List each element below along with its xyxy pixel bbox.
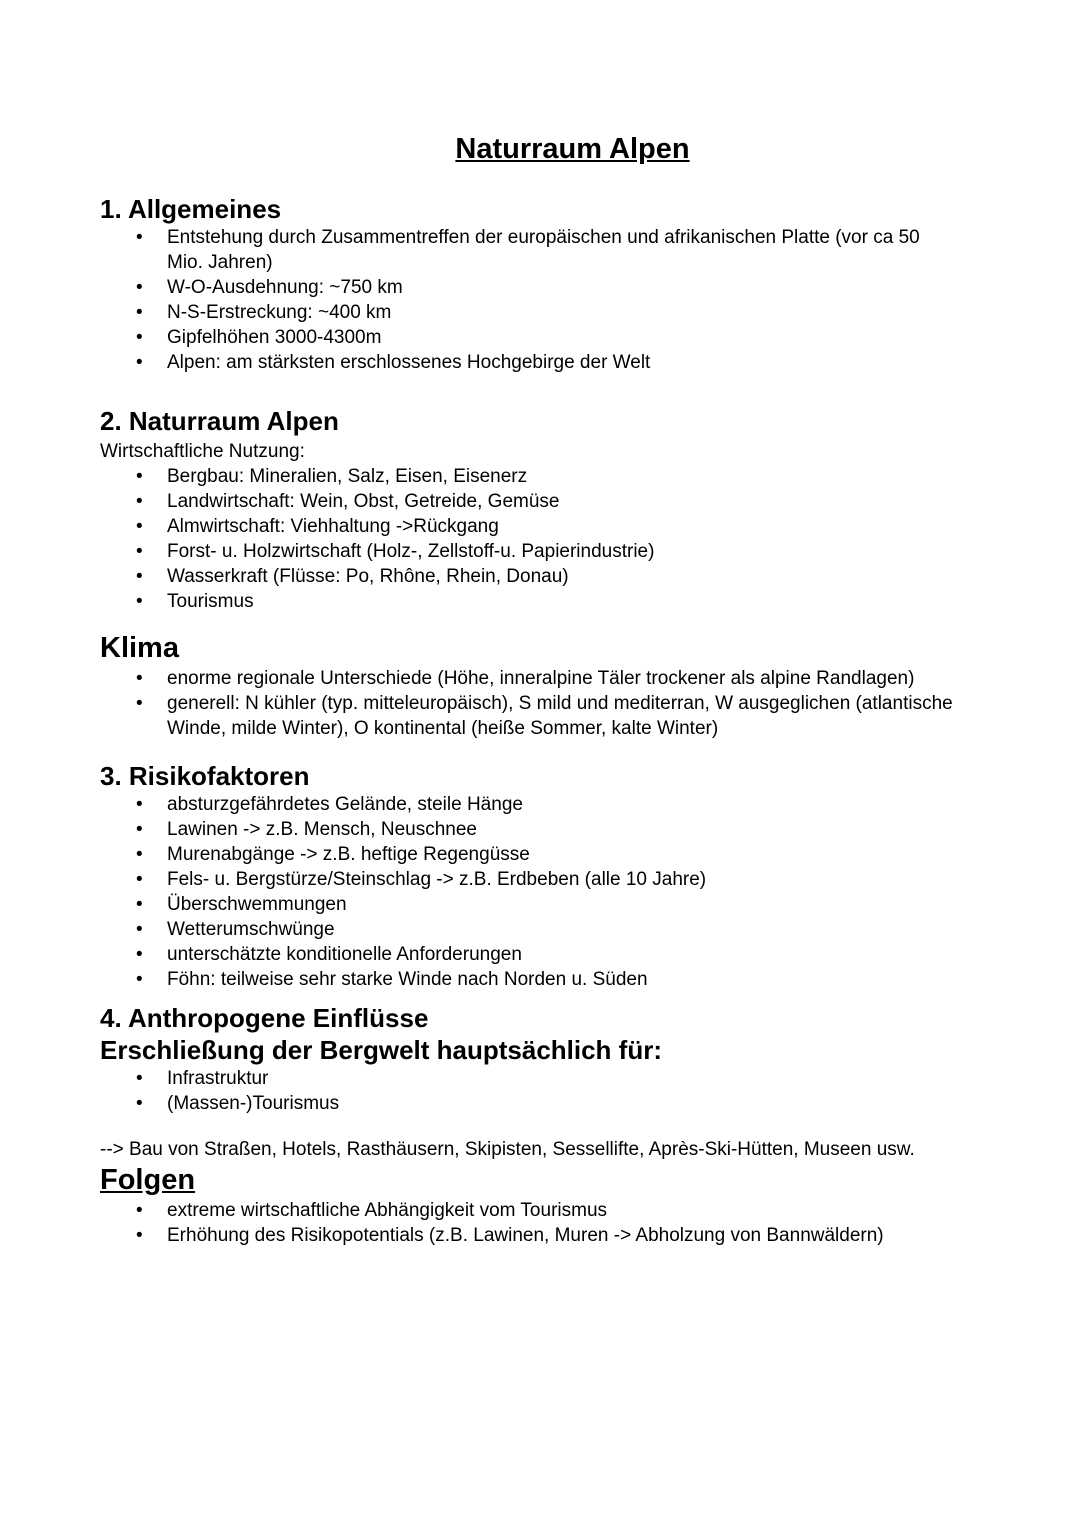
bullet-item: • generell: N kühler (typ. mitteleuropäisch), S mild und mediterran, W ausgeglichen (atlantische Winde, milde Winter), O kontinental (heiße Sommer, kalte Winter)	[167, 691, 954, 741]
document-title: Naturraum Alpen	[455, 133, 690, 165]
nutzung-bullet-list	[100, 464, 980, 614]
bullet-item: • Landwirtschaft: Wein, Obst, Getreide, Gemüse	[167, 489, 954, 514]
section-heading-risikofaktoren: 3. Risikofaktoren	[100, 761, 310, 791]
klima-bullet-list	[100, 666, 980, 741]
bullet-item: • Wasserkraft (Flüsse: Po, Rhône, Rhein, Donau)	[167, 564, 954, 589]
section-subtitle-wirtschaftliche-nutzung: Wirtschaftliche Nutzung:	[100, 441, 305, 462]
bullet-item: • Wetterumschwünge	[167, 917, 954, 942]
bullet-item: • (Massen-)Tourismus	[167, 1091, 954, 1116]
bullet-item: • extreme wirtschaftliche Abhängigkeit vom Tourismus	[167, 1198, 954, 1223]
risiko-bullet-list	[100, 792, 980, 992]
allgemeines-bullet-list	[100, 225, 980, 375]
section-heading-anthropogene-einfluesse	[100, 1002, 980, 1066]
section-klima	[100, 630, 980, 741]
erschliessung-bullet-list	[100, 1066, 980, 1116]
heading-line-anthropogene: 4. Anthropogene Einflüsse	[100, 1003, 429, 1033]
bullet-item: • Forst- u. Holzwirtschaft (Holz-, Zellstoff-u. Papierindustrie)	[167, 539, 954, 564]
bullet-item: • N-S-Erstreckung: ~400 km	[167, 300, 954, 325]
bullet-item: • Föhn: teilweise sehr starke Winde nach Norden u. Süden	[167, 967, 954, 992]
arrow-note-line: --> Bau von Straßen, Hotels, Rasthäusern, Skipisten, Sessellifte, Après-Ski-Hütten, Museen usw.	[100, 1139, 915, 1160]
section-anthropogene-einfluesse	[100, 1002, 980, 1162]
section-risikofaktoren	[100, 760, 980, 992]
section-folgen	[100, 1162, 980, 1248]
bullet-item: • Bergbau: Mineralien, Salz, Eisen, Eisenerz	[167, 464, 954, 489]
bullet-item: • Almwirtschaft: Viehhaltung ->Rückgang	[167, 514, 954, 539]
bullet-item: • enorme regionale Unterschiede (Höhe, inneralpine Täler trockener als alpine Randlagen)	[167, 666, 954, 691]
bullet-item: • Fels- u. Bergstürze/Steinschlag -> z.B. Erdbeben (alle 10 Jahre)	[167, 867, 954, 892]
bullet-item: • absturzgefährdetes Gelände, steile Hänge	[167, 792, 954, 817]
bullet-item: • Tourismus	[167, 589, 954, 614]
bullet-item: • Murenabgänge -> z.B. heftige Regengüsse	[167, 842, 954, 867]
section-heading-folgen: Folgen	[100, 1164, 196, 1196]
section-heading-naturraum-alpen: 2. Naturraum Alpen	[100, 406, 339, 436]
folgen-bullet-list	[100, 1198, 980, 1248]
section-heading-allgemeines: 1. Allgemeines	[100, 194, 282, 224]
section-allgemeines	[100, 193, 980, 375]
bullet-item: • unterschätzte konditionelle Anforderungen	[167, 942, 954, 967]
bullet-item: • Erhöhung des Risikopotentials (z.B. Lawinen, Muren -> Abholzung von Bannwäldern)	[167, 1223, 954, 1248]
bullet-item: • Alpen: am stärksten erschlossenes Hochgebirge der Welt	[167, 350, 954, 375]
bullet-item: • Gipfelhöhen 3000-4300m	[167, 325, 954, 350]
bullet-item: • W-O-Ausdehnung: ~750 km	[167, 275, 954, 300]
bullet-item: • Infrastruktur	[167, 1066, 954, 1091]
bullet-item: • Überschwemmungen	[167, 892, 954, 917]
section-naturraum-alpen	[100, 405, 980, 614]
bullet-item: • Lawinen -> z.B. Mensch, Neuschnee	[167, 817, 954, 842]
bullet-item: • Entstehung durch Zusammentreffen der europäischen und afrikanischen Platte (vor ca 50 Mio. Jahren)	[167, 225, 954, 275]
section-heading-klima: Klima	[100, 632, 179, 664]
heading-line-erschliessung: Erschließung der Bergwelt hauptsächlich für:	[100, 1035, 662, 1065]
